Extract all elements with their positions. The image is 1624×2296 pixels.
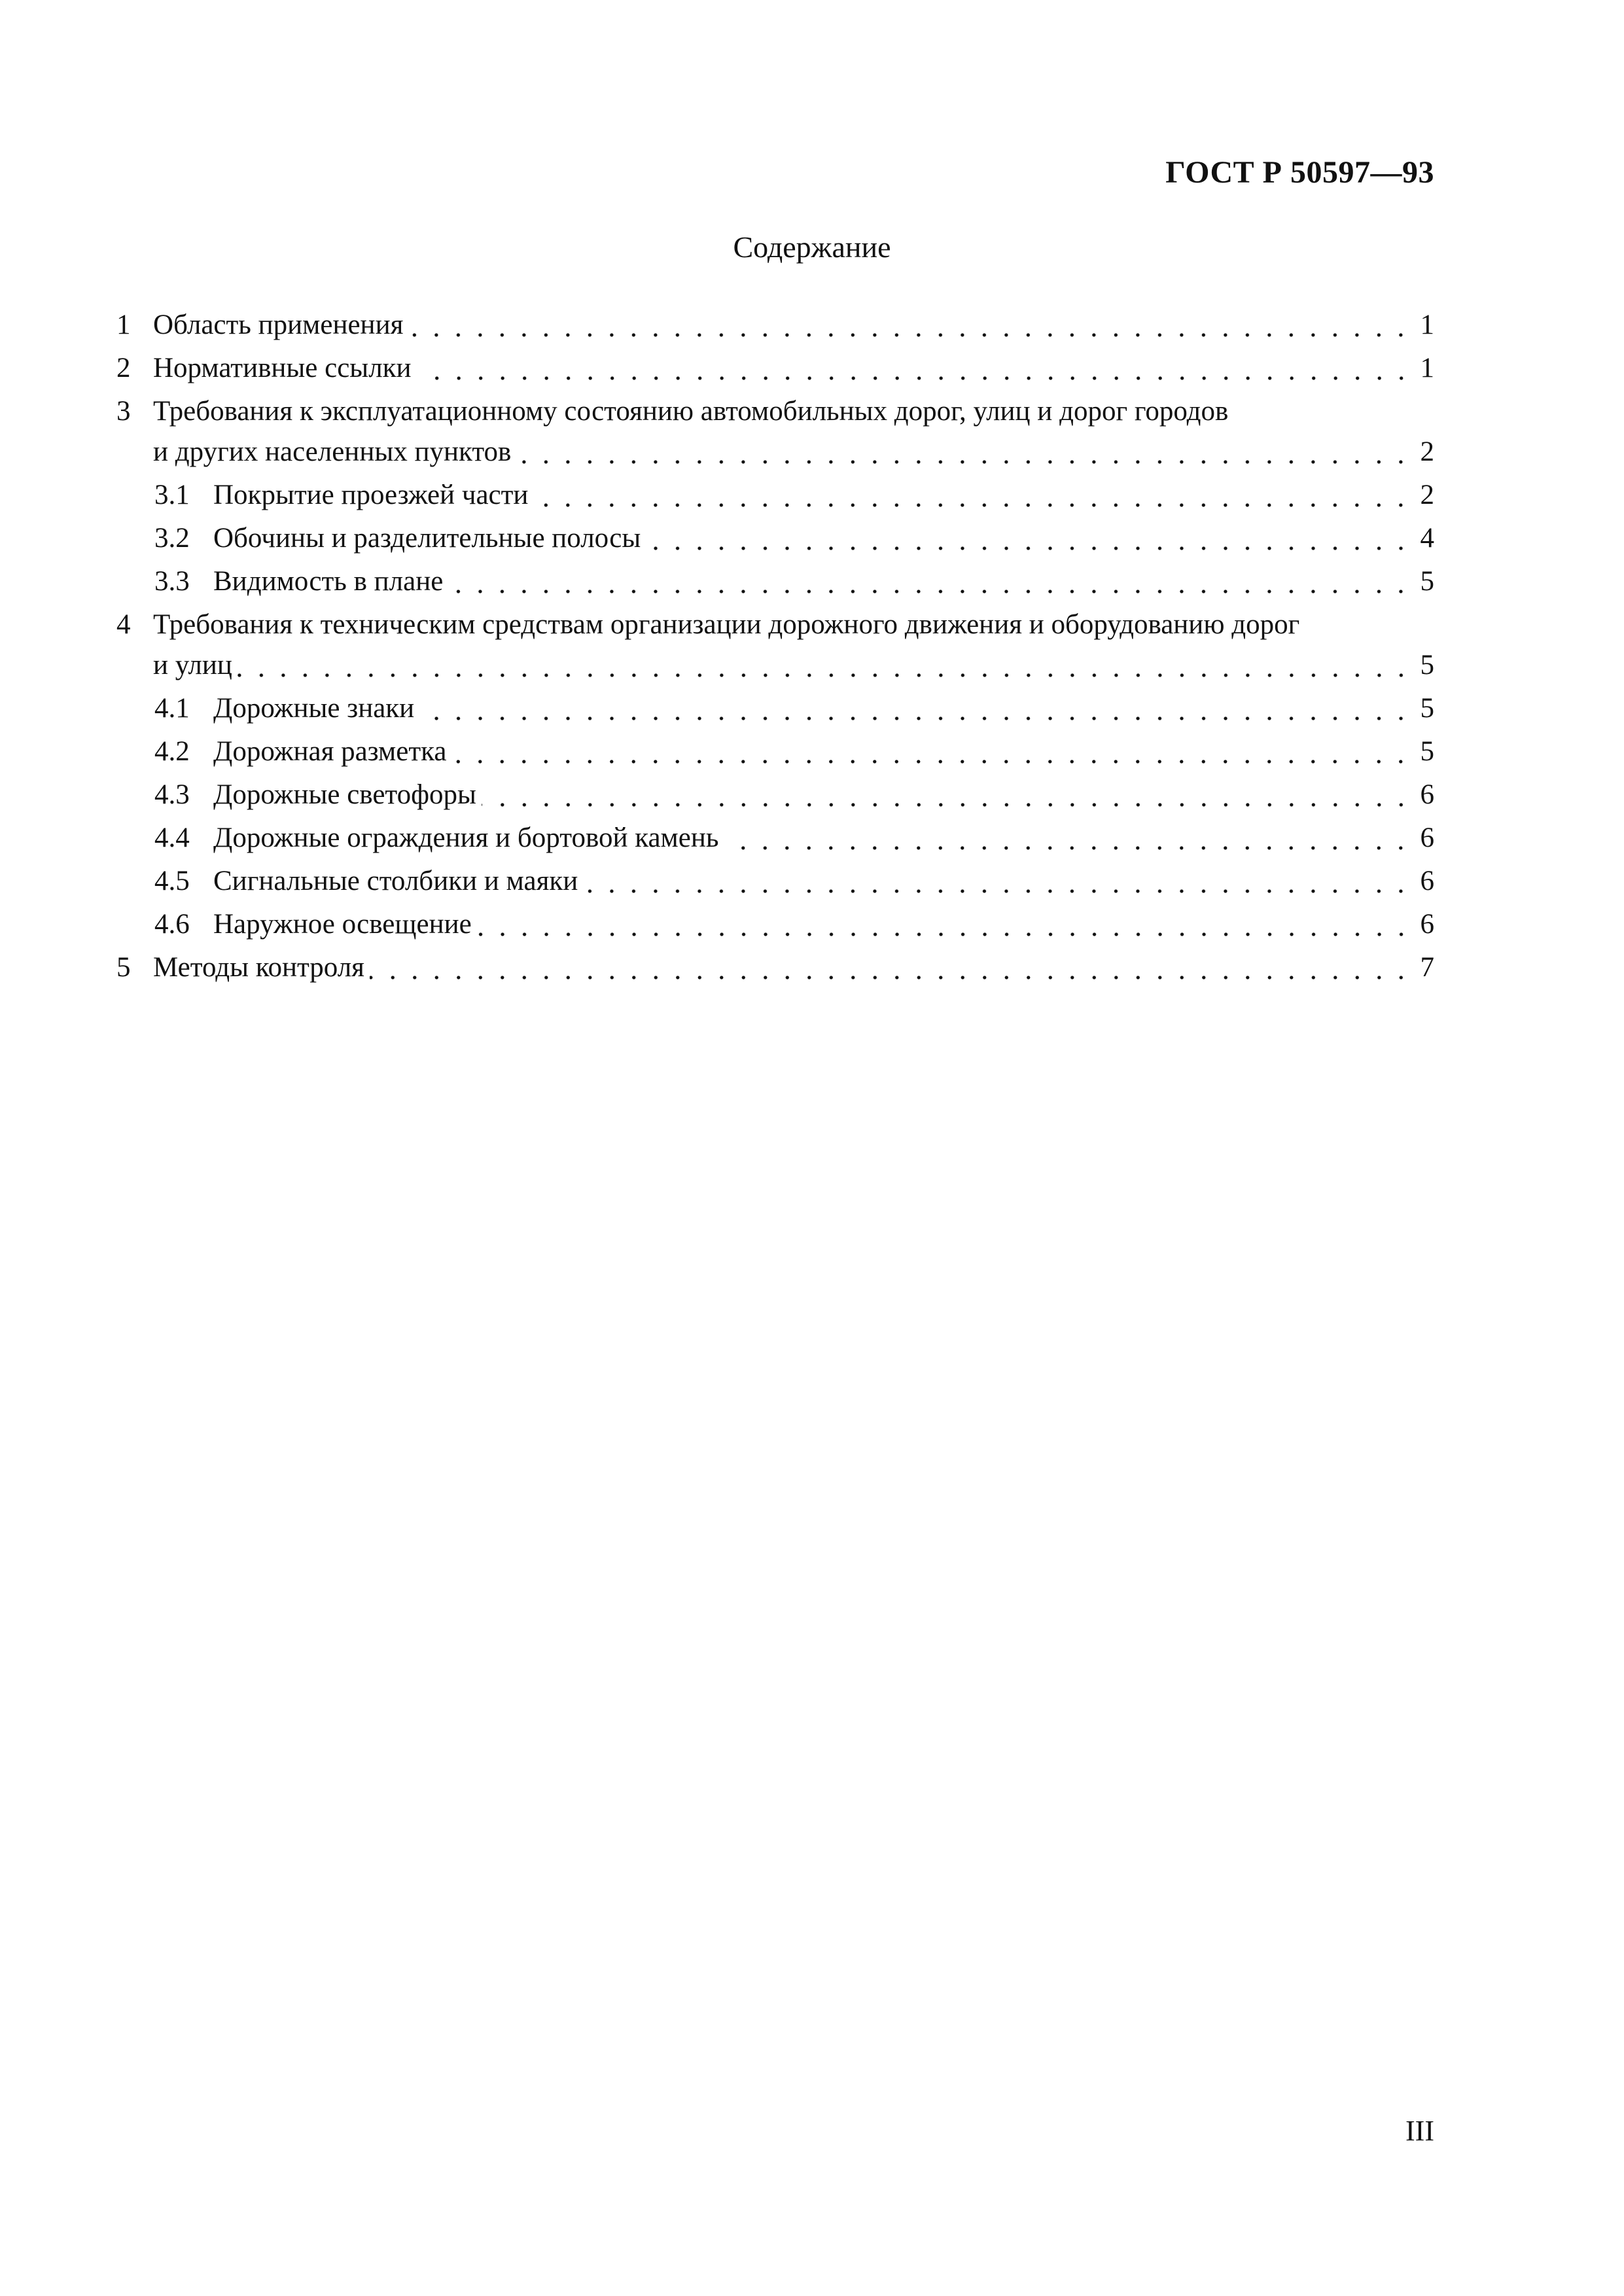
toc-entry-label: Дорожные светофоры (213, 779, 476, 810)
toc-entry-number: 4.3 (154, 779, 190, 810)
dot-leader (448, 567, 1412, 595)
dot-leader (533, 481, 1412, 509)
toc-entry-label-line2: и улиц (153, 650, 232, 680)
dot-leader (646, 524, 1412, 552)
toc-entry-label: Покрытие проезжей части (213, 480, 529, 510)
toc-entry-4-6[interactable] (116, 895, 1434, 938)
toc-entry-number: 3 (116, 396, 131, 427)
dot-leader (451, 737, 1412, 766)
toc-entry-page: 7 (1420, 952, 1434, 983)
toc-entry-page: 6 (1420, 822, 1434, 853)
dot-leader (583, 867, 1412, 895)
toc-entry-number: 4 (116, 609, 131, 640)
toc-entry-3-2[interactable] (116, 509, 1434, 552)
dot-leader (482, 781, 1412, 809)
table-of-contents (116, 296, 1434, 981)
toc-entry-label: Дорожные знаки (213, 693, 415, 724)
dot-leader (516, 438, 1412, 466)
document-code: ГОСТ Р 50597—93 (1165, 155, 1434, 190)
toc-entry-page: 6 (1420, 779, 1434, 810)
toc-entry-4-5[interactable] (116, 852, 1434, 895)
toc-entry-page: 6 (1420, 909, 1434, 940)
toc-entry-page: 4 (1420, 523, 1434, 554)
toc-entry-5[interactable] (116, 938, 1434, 981)
toc-entry-number: 2 (116, 353, 131, 383)
toc-entry-1[interactable] (116, 296, 1434, 339)
dot-leader (419, 694, 1412, 722)
dot-leader (238, 651, 1412, 679)
toc-entry-page: 1 (1420, 353, 1434, 383)
toc-entry-page: 6 (1420, 866, 1434, 896)
dot-leader (370, 953, 1412, 981)
toc-entry-label-line2: и других населенных пунктов (153, 436, 512, 467)
toc-title: Содержание (733, 230, 891, 264)
toc-entry-3-3[interactable] (116, 552, 1434, 595)
toc-entry-number: 5 (116, 952, 131, 983)
toc-entry-label: Видимость в плане (213, 566, 444, 597)
toc-entry-page: 2 (1420, 436, 1434, 467)
toc-entry-number: 3.3 (154, 566, 190, 597)
dot-leader (408, 311, 1412, 339)
toc-entry-label-line1: Требования к техническим средствам организации дорожного движения и оборудованию дорог (153, 609, 1300, 640)
toc-entry-label-line1: Требования к эксплуатационному состоянию автомобильных дорог, улиц и дорог городов (153, 396, 1229, 427)
toc-entry-number: 3.2 (154, 523, 190, 554)
toc-entry-label: Область применения (153, 309, 404, 340)
toc-entry-4-1[interactable] (116, 679, 1434, 722)
toc-entry-number: 3.1 (154, 480, 190, 510)
toc-entry-4[interactable] (116, 595, 1434, 679)
toc-entry-page: 5 (1420, 693, 1434, 724)
page-folio: III (1405, 2115, 1434, 2147)
toc-entry-3-1[interactable] (116, 466, 1434, 509)
toc-entry-label: Нормативные ссылки (153, 353, 412, 383)
dot-leader (417, 354, 1412, 382)
toc-entry-number: 1 (116, 309, 131, 340)
toc-entry-4-3[interactable] (116, 766, 1434, 809)
toc-entry-number: 4.1 (154, 693, 190, 724)
toc-entry-label: Дорожные ограждения и бортовой камень (213, 822, 719, 853)
dot-leader (724, 824, 1412, 852)
toc-entry-page: 1 (1420, 309, 1434, 340)
toc-entry-number: 4.4 (154, 822, 190, 853)
toc-entry-3[interactable] (116, 382, 1434, 466)
toc-entry-number: 4.5 (154, 866, 190, 896)
toc-entry-page: 5 (1420, 566, 1434, 597)
toc-entry-number: 4.2 (154, 736, 190, 767)
toc-entry-2[interactable] (116, 339, 1434, 382)
toc-entry-4-2[interactable] (116, 722, 1434, 766)
toc-entry-label: Обочины и разделительные полосы (213, 523, 641, 554)
dot-leader (477, 910, 1412, 938)
toc-entry-page: 5 (1420, 650, 1434, 680)
toc-entry-label: Сигнальные столбики и маяки (213, 866, 578, 896)
toc-entry-label: Наружное освещение (213, 909, 472, 940)
toc-entry-page: 2 (1420, 480, 1434, 510)
toc-entry-label: Дорожная разметка (213, 736, 447, 767)
toc-entry-page: 5 (1420, 736, 1434, 767)
toc-entry-4-4[interactable] (116, 809, 1434, 852)
toc-entry-number: 4.6 (154, 909, 190, 940)
toc-entry-label: Методы контроля (153, 952, 364, 983)
